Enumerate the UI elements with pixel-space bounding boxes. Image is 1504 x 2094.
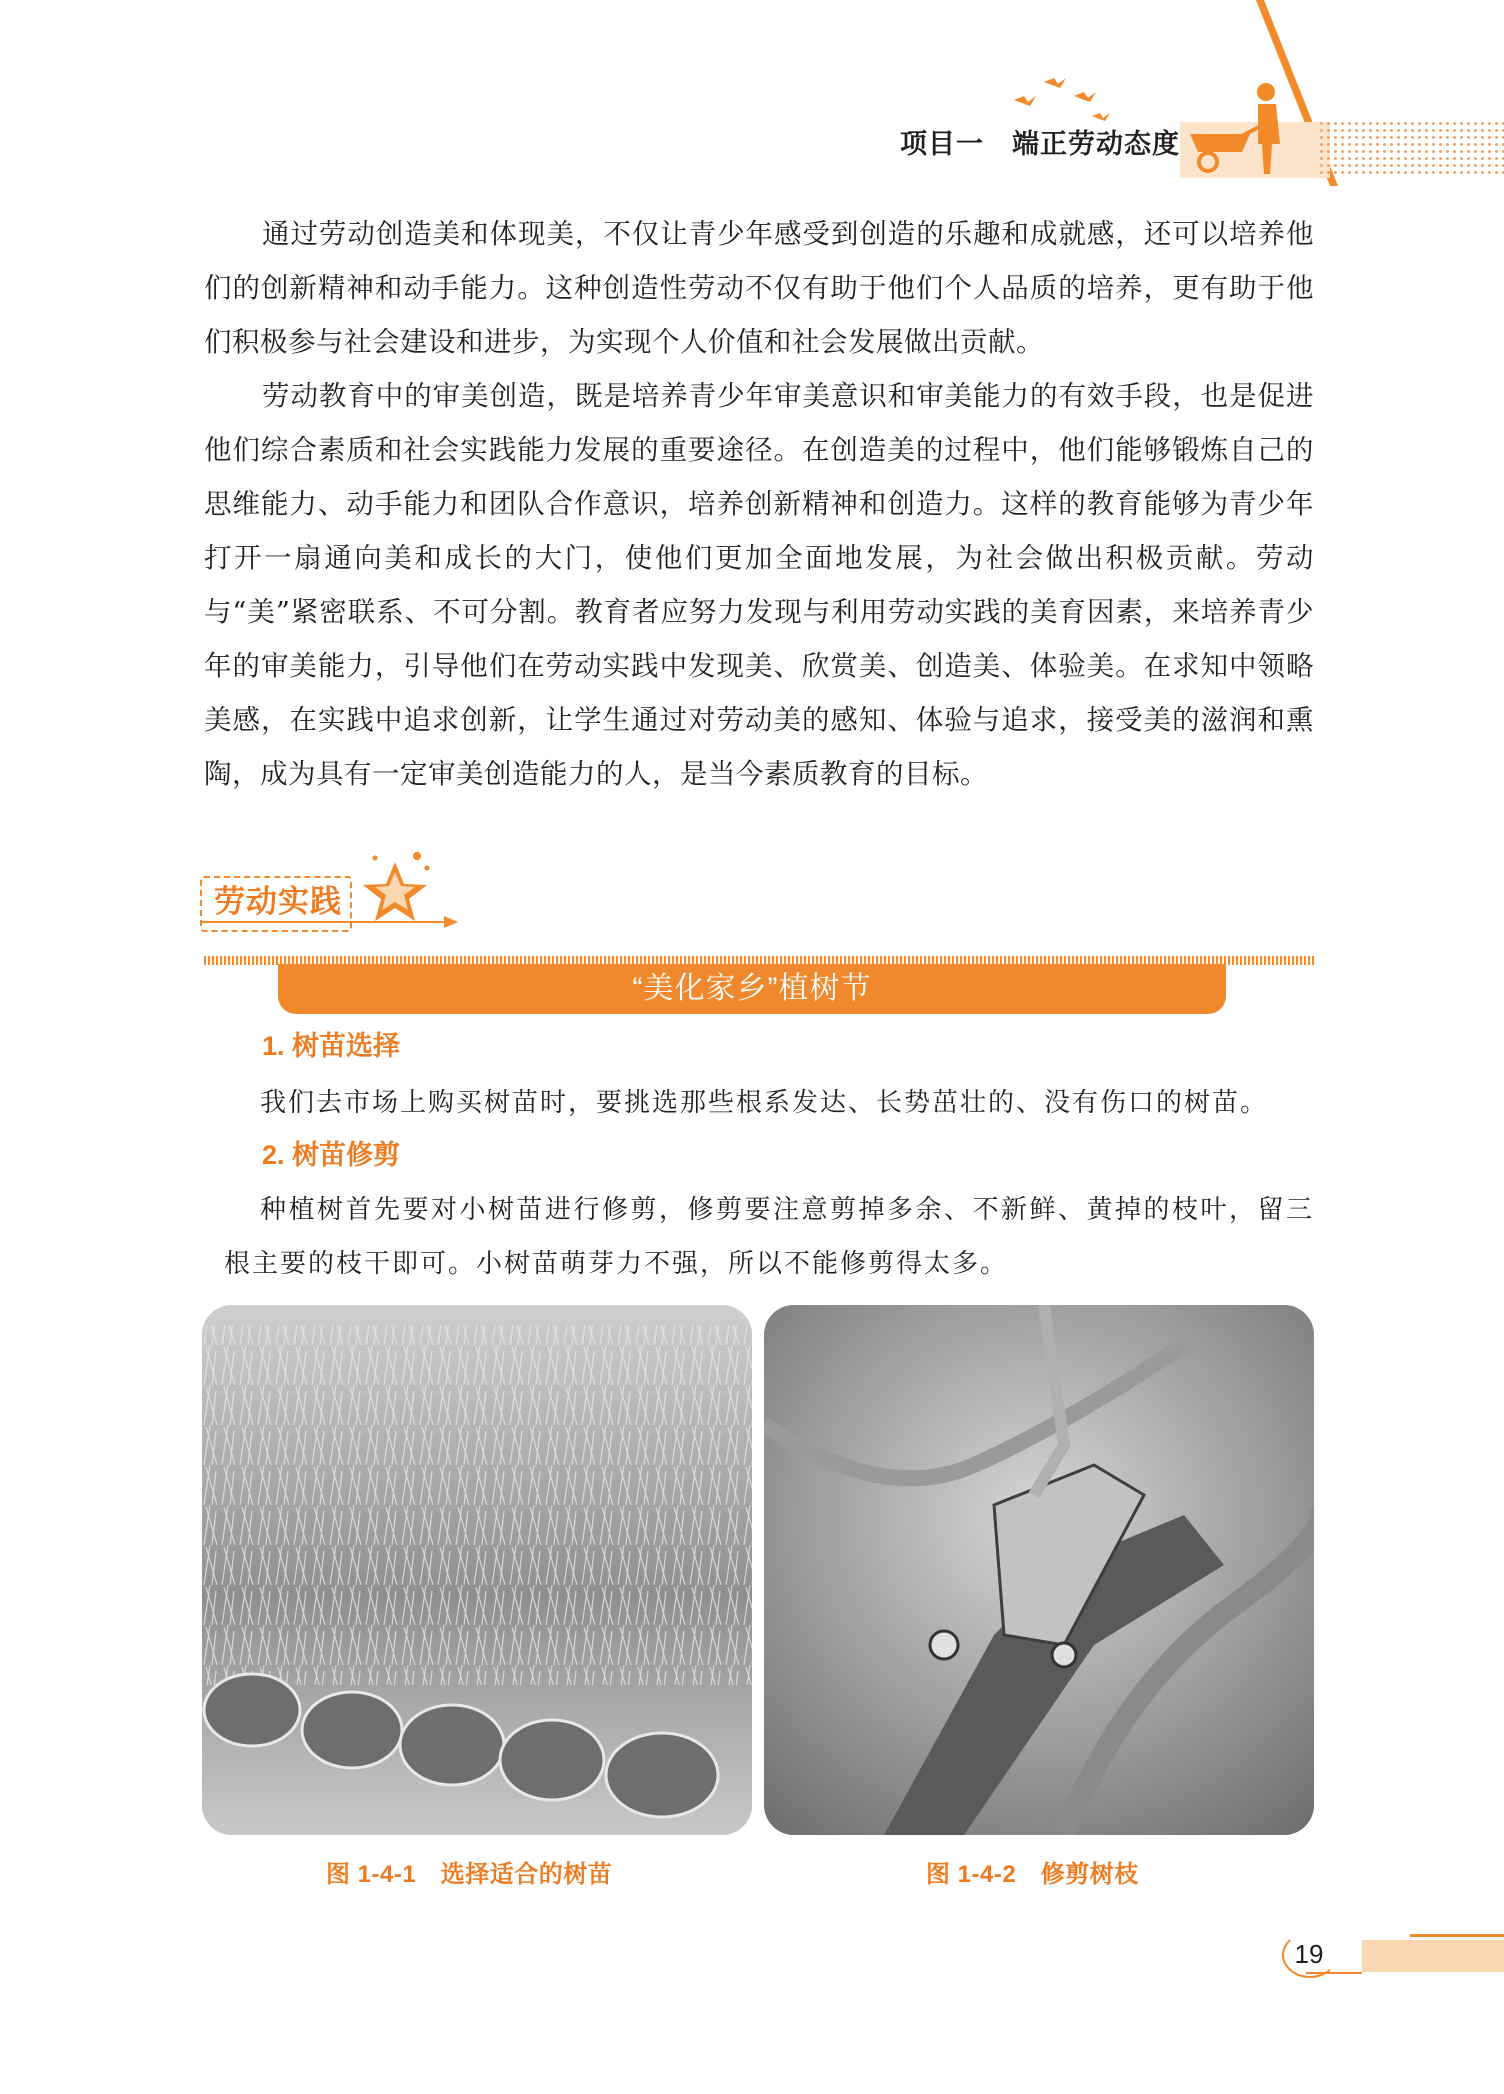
- star-icon: [355, 848, 435, 924]
- pruning-shears-photo: [764, 1305, 1314, 1835]
- chapter-title: 项目一 端正劳动态度: [900, 129, 1180, 159]
- footer-bar: [1362, 1940, 1504, 1972]
- body-paragraph: 劳动教育中的审美创造，既是培养青少年审美意识和审美能力的有效手段，也是促进他们综合素质和社会实践能力发展的重要途径。在创造美的过程中，他们能够锻炼自己的思维能力、动手能力和团队合作意识，培养创新精神和创造力。这样的教育能够为青少年打开一扇通向美和成长的大门，使他们更加全面地发展，为社会做出积极贡献。劳动与“美”紧密联系、不可分割。教育者应努力发现与利用劳动实践的美育因素，来培养青少年的审美能力，引导他们在劳动实践中发现美、欣赏美、创造美、体验美。在求知中领略美感，在实践中追求创新，让学生通过对劳动美的感知、体验与追求，接受美的滋润和熏陶，成为具有一定审美创造能力的人，是当今素质教育的目标。: [204, 380, 1314, 790]
- page-number: 19: [1294, 1939, 1324, 1969]
- birds-icon: [1004, 70, 1114, 130]
- step-heading: 1. 树苗选择: [262, 1031, 401, 1061]
- header-dot-pattern: [1318, 120, 1504, 174]
- saplings-photo: [202, 1305, 752, 1835]
- step-text: 种植树首先要对小树苗进行修剪，修剪要注意剪掉多余、不新鲜、黄掉的枝叶，留三根主要的枝干即可。小树苗萌芽力不强，所以不能修剪得太多。: [224, 1195, 1314, 1279]
- figure-caption: 图 1-4-1 选择适合的树苗: [326, 1861, 613, 1888]
- step-heading: 2. 树苗修剪: [262, 1140, 401, 1170]
- arrow-icon: [200, 914, 458, 930]
- wheelbarrow-worker-icon: [1182, 82, 1312, 178]
- step-text: 我们去市场上购买树苗时，要挑选那些根系发达、长势茁壮的、没有伤口的树苗。: [260, 1088, 1269, 1118]
- body-paragraph: 通过劳动创造美和体现美，不仅让青少年感受到创造的乐趣和成就感，还可以培养他们的创新精神和动手能力。这种创造性劳动不仅有助于他们个人品质的培养，更有助于他们积极参与社会建设和进步，为实现个人价值和社会发展做出贡献。: [204, 218, 1314, 358]
- activity-banner: “美化家乡”植树节: [278, 964, 1226, 1014]
- footer-line: [1410, 1934, 1504, 1937]
- section-label: 劳动实践: [214, 884, 342, 919]
- figure-caption: 图 1-4-2 修剪树枝: [926, 1861, 1139, 1888]
